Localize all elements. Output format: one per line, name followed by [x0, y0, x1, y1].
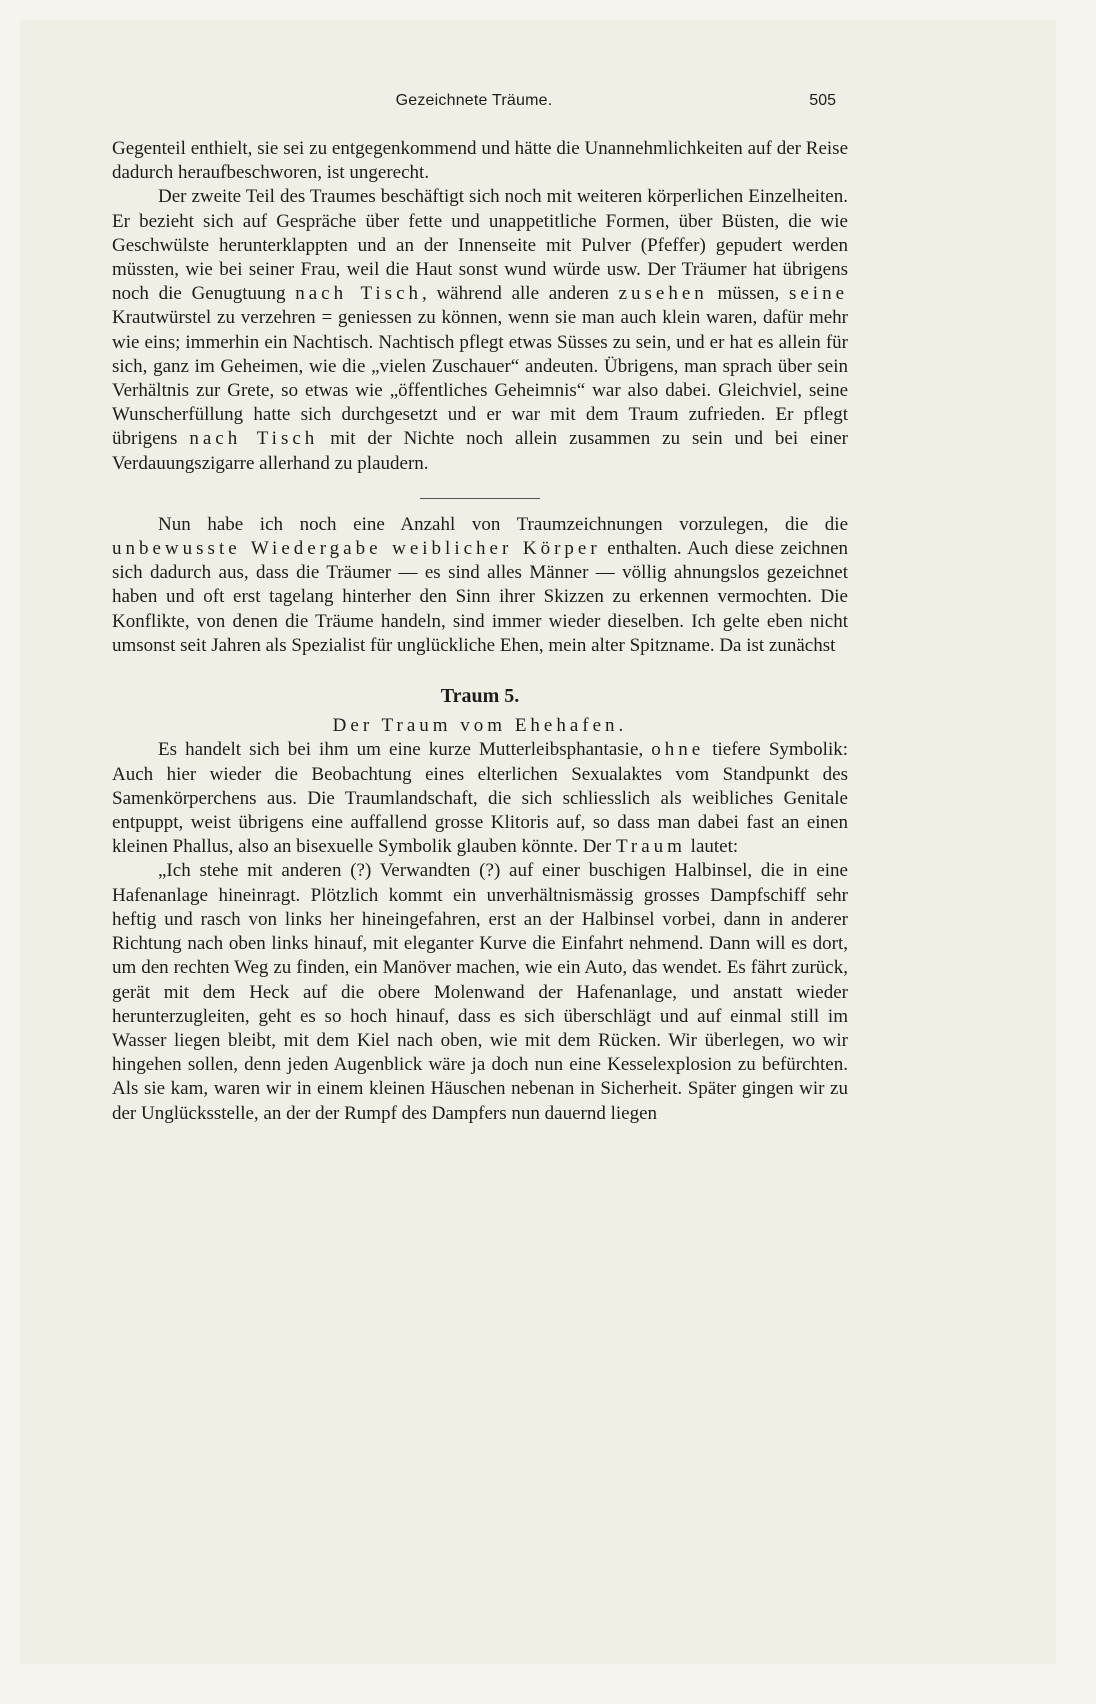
spaced-emphasis: unbewusste Wiedergabe weiblicher Körper [112, 538, 601, 560]
paragraph-2: Der zweite Teil des Traumes beschäftigt sich noch mit weiteren körperlichen Einzelheiten. Er bezieht sich auf Gespräche über fette und unappetitliche Formen, über Büsten, die wie Geschwülste herunterklappten und an der Innenseite mit Pulver (Pfeffer) gepudert werden müssten, wie bei seiner Frau, weil die Haut sonst wund würde usw. Der Träumer hat übrigens noch die Genugtuung nach Tisch, während alle anderen zusehen müssen, seine Krautwürstel zu verzehren = geniessen zu können, wenn sie man auch klein waren, dafür mehr wie eins; immerhin ein Nachtisch. Nachtisch pflegt etwas Süsses zu sein, und er hat es allein für sich, ganz im Geheimen, wie die „vielen Zuschauer“ andeuten. Übrigens, man sprach über sein Verhältnis zur Grete, so etwas wie „öffentliches Geheimnis“ war also dabei. Gleichviel, seine Wunscherfüllung hatte sich durchgesetzt und er war mit dem Traum zufrieden. Er pflegt übrigens nach Tisch mit der Nichte noch allein zusammen zu sein und bei einer Verdauungszigarre allerhand zu plaudern. [112, 186, 849, 474]
spaced-emphasis: zusehen [618, 283, 708, 305]
spaced-emphasis: nach Tisch [189, 428, 319, 450]
section-subtitle: Der Traum vom Ehehafen. [332, 715, 628, 737]
spaced-emphasis: ohne [651, 739, 705, 761]
spaced-emphasis: Traum [615, 836, 686, 858]
page-number: 505 [809, 92, 836, 109]
paragraph-5-dream-text: „Ich stehe mit anderen (?) Verwandten (?) auf einer buschigen Halbinsel, die in eine Hafenanlage hineinragt. Plötzlich kommt ein unverhältnismässig grosses Dampfschiff sehr heftig und rasch von links her hineingefahren, erst an der Halbinsel vorbei, dann in anderer Richtung nach oben links hinauf, mit eleganter Kurve die Einfahrt nehmend. Dann will es dort, um den rechten Weg zu finden, ein Manöver machen, wie ein Auto, das wendet. Es fährt zurück, gerät mit dem Heck auf die obere Molenwand der Hafenanlage, und anstatt wieder herunterzugleiten, geht es so hoch hinauf, dass es sich überschlägt und auf einmal still im Wasser liegen bleibt, mit dem Kiel nach oben, wie mit dem Rücken. Wir überlegen, wo wir hingehen sollen, denn jeden Augenblick wäre ja doch nun eine Kesselexplosion zu befürchten. Als sie kam, waren wir in einem kleinen Häuschen nebenan in Sicherheit. Später gingen wir zu der Unglücksstelle, an der der Rumpf des Dampfers nun dauernd liegen [112, 860, 848, 1124]
spaced-emphasis: seine [788, 283, 849, 305]
page-header [112, 92, 836, 118]
section-divider [420, 498, 540, 499]
paragraph-1: Gegenteil enthielt, sie sei zu entgegenkommend und hätte die Unannehmlichkeiten auf der Reise dadurch heraufbeschworen, ist ungerecht. [112, 138, 848, 184]
paragraph-3: Nun habe ich noch eine Anzahl von Traumzeichnungen vorzulegen, die die unbewusste Wiedergabe weiblicher Körper enthalten. Auch diese zeichnen sich dadurch aus, dass die Träumer — es sind alles Männer — völlig ahnungslos gezeichnet haben und oft erst tagelang hinterher den Sinn ihrer Skizzen zu erkennen vermochten. Die Konflikte, von denen die Träume handeln, sind immer wieder dieselben. Ich gelte eben nicht umsonst seit Jahren als Spezialist für unglückliche Ehen, mein alter Spitzname. Da ist zunächst [112, 513, 848, 656]
spaced-emphasis: nach Tisch [295, 283, 422, 305]
running-title: Gezeichnete Träume. [395, 92, 553, 109]
paragraph-4: Es handelt sich bei ihm um eine kurze Mutterleibsphantasie, ohne tiefere Symbolik: Auch hier wieder die Beobachtung eines elterlichen Sexualaktes vom Standpunkt des Samenkörperchens aus. Die Traumlandschaft, die sich schliesslich als weibliches Genitale entpuppt, weist übrigens eine auffallend grosse Klitoris auf, so dass man dabei fast an einen kleinen Phallus, also an bisexuelle Symbolik glauben könnte. Der Traum lautet: [112, 739, 849, 858]
page-body [112, 137, 848, 1126]
section-heading: Traum 5. [440, 685, 520, 708]
